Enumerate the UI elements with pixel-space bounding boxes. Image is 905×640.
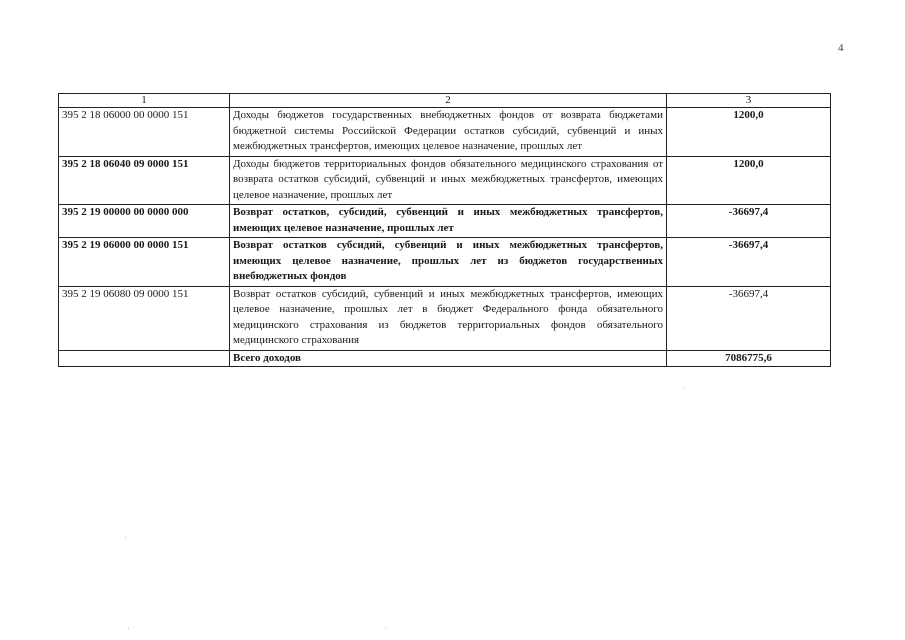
column-header-1: 1 xyxy=(59,94,230,108)
revenue-description: Возврат остатков субсидий, субвенций и иных межбюджетных трансфертов, имеющих целевое назначение, прошлых лет из бюджетов государственных внебюджетных фондов xyxy=(230,238,667,287)
revenue-description: Возврат остатков субсидий, субвенций и иных межбюджетных трансфертов, имеющих целевое назначение, прошлых лет в бюджет Федерального фонда обязательного медицинского страхования из бюджетов территориальных фондов обязательного медицинского страхования xyxy=(230,286,667,350)
scan-speck xyxy=(683,387,684,388)
revenue-description: Возврат остатков, субсидий, субвенций и иных межбюджетных трансфертов, имеющих целевое назначение, прошлых лет xyxy=(230,205,667,238)
revenue-table xyxy=(58,93,831,367)
scan-speck xyxy=(125,537,126,538)
revenue-amount: 1200,0 xyxy=(667,156,831,205)
budget-code: 395 2 18 06000 00 0000 151 xyxy=(59,108,230,157)
revenue-amount: -36697,4 xyxy=(667,238,831,287)
table-row xyxy=(59,108,831,157)
revenue-description: Доходы бюджетов территориальных фондов обязательного медицинского страхования от возврата остатков субсидий, субвенций и иных межбюджетных трансфертов, имеющих целевое назначение, прошлых лет xyxy=(230,156,667,205)
column-header-2: 2 xyxy=(230,94,667,108)
budget-code: 395 2 18 06040 09 0000 151 xyxy=(59,156,230,205)
table-row xyxy=(59,205,831,238)
total-row xyxy=(59,350,831,366)
scan-speck xyxy=(128,628,129,629)
total-amount: 7086775,6 xyxy=(667,350,831,366)
table-row xyxy=(59,286,831,350)
page-number: 4 xyxy=(838,42,844,54)
table-row xyxy=(59,156,831,205)
table-header-row xyxy=(59,94,831,108)
revenue-amount: 1200,0 xyxy=(667,108,831,157)
scan-speck xyxy=(385,628,386,629)
revenue-description: Доходы бюджетов государственных внебюджетных фондов от возврата бюджетами бюджетной системы Российской Федерации остатков субсидий, субвенций и иных межбюджетных трансфертов, имеющих целевое назначение, прошлых лет xyxy=(230,108,667,157)
budget-code: 395 2 19 00000 00 0000 000 xyxy=(59,205,230,238)
revenue-amount: -36697,4 xyxy=(667,286,831,350)
table-row xyxy=(59,238,831,287)
total-label: Всего доходов xyxy=(230,350,667,366)
budget-code: 395 2 19 06080 09 0000 151 xyxy=(59,286,230,350)
budget-code: 395 2 19 06000 00 0000 151 xyxy=(59,238,230,287)
total-code-cell xyxy=(59,350,230,366)
revenue-amount: -36697,4 xyxy=(667,205,831,238)
column-header-3: 3 xyxy=(667,94,831,108)
